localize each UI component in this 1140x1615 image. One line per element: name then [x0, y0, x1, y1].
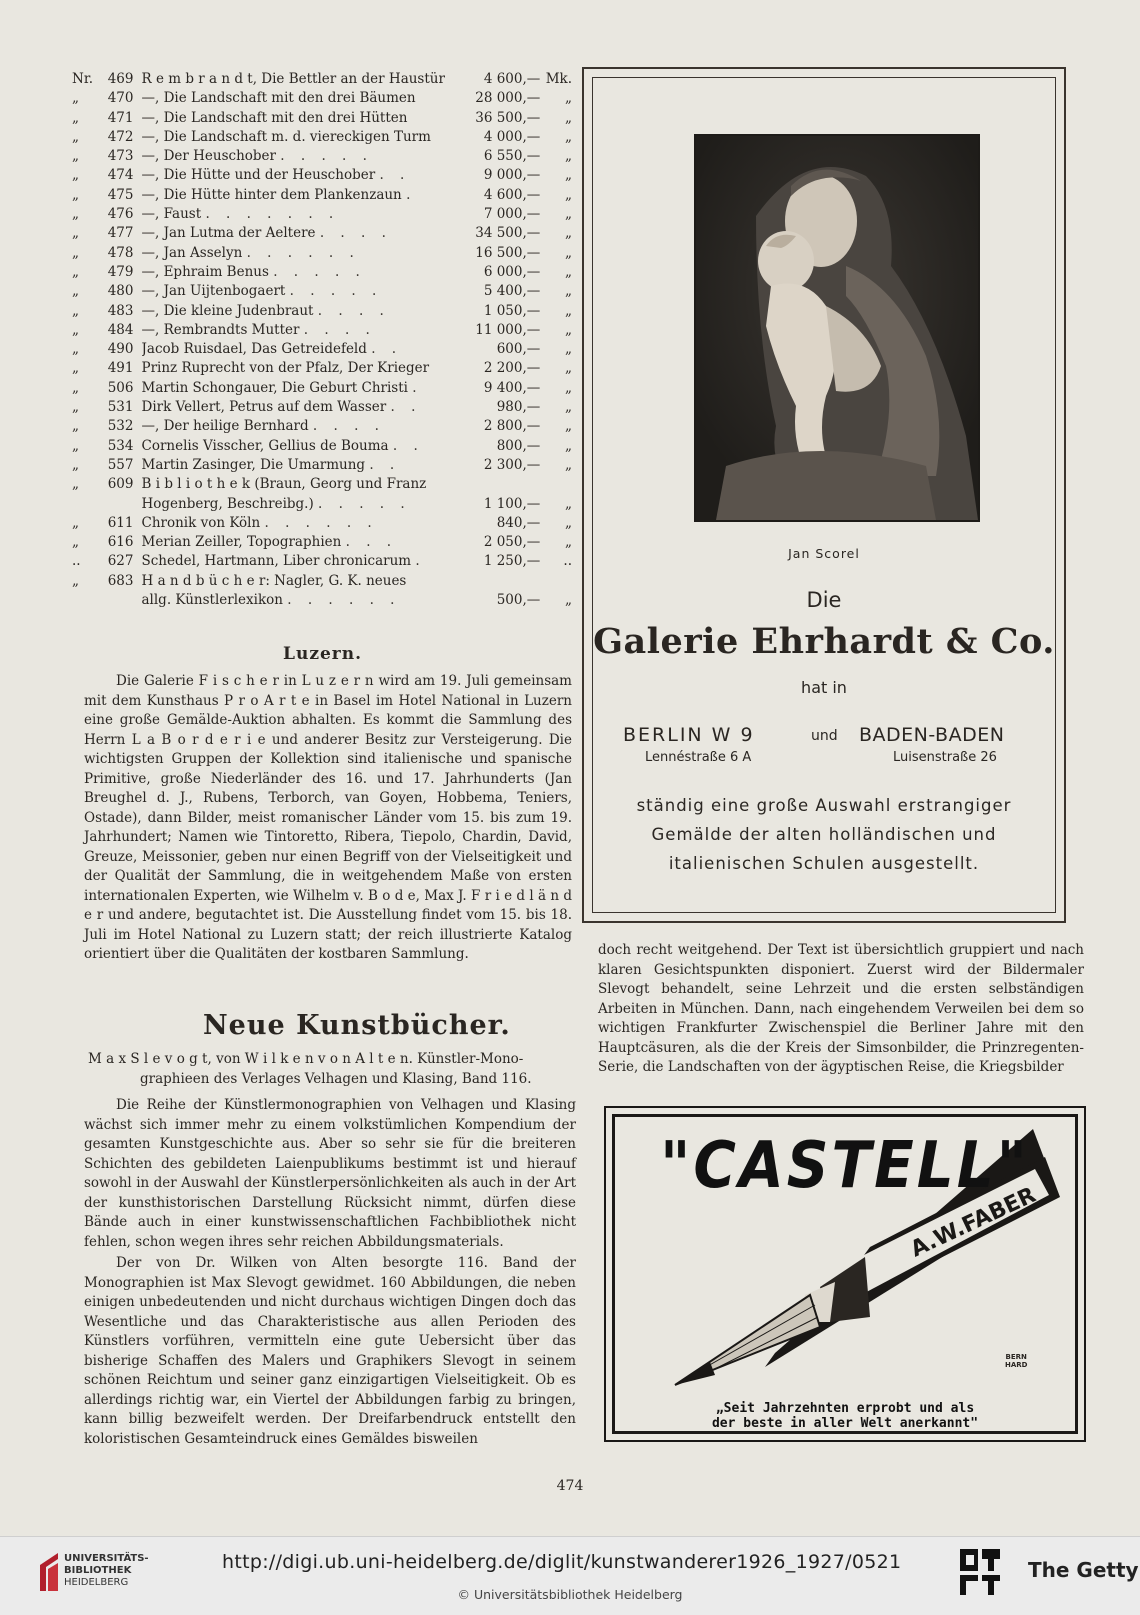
- lot-title-text: Chronik von Köln: [141, 514, 261, 531]
- lot-title-text: Merian Zeiller, Topographien: [141, 534, 342, 551]
- lot-prefix: „: [72, 302, 79, 319]
- lot-title-text: Dirk Vellert, Petrus auf dem Wasser: [141, 399, 387, 416]
- lot-number: 471: [107, 109, 134, 126]
- lot-title: [142, 456, 453, 475]
- lot-title: [142, 109, 453, 128]
- lot-title: [142, 186, 453, 205]
- lot-prefix: „: [72, 437, 79, 454]
- price-list-row: [72, 263, 572, 282]
- lot-number: 473: [107, 148, 134, 165]
- footer-bar: [0, 1536, 1140, 1615]
- lot-title-text: —, Rembrandts Mutter: [141, 321, 300, 338]
- lot-price: 11 000,—: [475, 321, 541, 338]
- lot-title: [142, 437, 453, 456]
- lot-title: [142, 359, 453, 378]
- lot-price: 34 500,—: [475, 225, 541, 242]
- price-list-row: [72, 186, 572, 205]
- price-list-row: [72, 456, 572, 475]
- lot-title-text: —, Der Heuschober: [141, 148, 276, 165]
- castell-slogan: [625, 1401, 1065, 1431]
- lot-leader-dots: . . . . .: [289, 283, 383, 300]
- lot-price: 4 600,—: [483, 186, 541, 203]
- gallery-und: und: [811, 728, 838, 744]
- lot-price: 4 600,—: [483, 71, 541, 87]
- lot-price: 980,—: [496, 399, 541, 416]
- lot-prefix: „: [72, 109, 79, 126]
- lot-number: 483: [107, 302, 134, 319]
- price-list-row: [72, 244, 572, 263]
- lot-leader-dots: . . . . . .: [287, 592, 401, 609]
- lot-leader-dots: . . . . . . .: [205, 206, 340, 223]
- lot-prefix: [72, 495, 104, 514]
- lot-number: 609: [107, 476, 134, 493]
- lot-title-text: —, Jan Lutma der Aeltere: [141, 225, 316, 242]
- lot-prefix: „: [72, 379, 79, 396]
- price-list-row: [72, 205, 572, 224]
- lot-title: [142, 166, 453, 185]
- lot-price: 840,—: [496, 514, 541, 531]
- price-list-row: [72, 340, 572, 359]
- lot-prefix: „: [72, 418, 79, 435]
- price-list-row: [72, 437, 572, 456]
- lot-price: 2 050,—: [483, 534, 541, 551]
- price-list-row: [72, 70, 572, 89]
- lot-prefix: „: [72, 148, 79, 165]
- lot-price: 6 000,—: [483, 263, 541, 280]
- lot-prefix: „: [72, 456, 79, 473]
- lot-number: 534: [107, 437, 134, 454]
- lot-prefix: „: [72, 167, 79, 184]
- lot-prefix: „: [72, 263, 79, 280]
- price-list-row: [72, 475, 572, 494]
- lot-number: 506: [107, 379, 134, 396]
- price-list-row: [72, 417, 572, 436]
- gallery-advertisement: [582, 67, 1066, 923]
- luzern-heading: Luzern.: [283, 644, 363, 664]
- lot-number: 532: [107, 418, 134, 435]
- price-list-row: [72, 591, 572, 610]
- lot-leader-dots: .: [412, 379, 423, 396]
- lot-title: [142, 533, 453, 552]
- gallery-ad-line-1: ständig eine große Auswahl erstrangiger: [636, 796, 1012, 815]
- castell-advertisement: [604, 1106, 1086, 1442]
- lot-leader-dots: . . . . . .: [246, 244, 360, 261]
- lot-price: 2 800,—: [483, 418, 541, 435]
- price-list-row: [72, 166, 572, 185]
- gallery-ad-line-2: Gemälde der alten holländischen und: [651, 825, 997, 844]
- lot-number: 480: [107, 283, 134, 300]
- lot-prefix: „: [72, 572, 79, 589]
- lot-price: 9 400,—: [483, 379, 541, 396]
- lot-unit: „: [565, 148, 572, 165]
- castell-slogan-line1: „Seit Jahrzehnten erprobt und als: [715, 1401, 975, 1416]
- price-list-row: [72, 398, 572, 417]
- lot-number: 557: [107, 456, 134, 473]
- painting-caption: Jan Scorel: [788, 546, 860, 561]
- lot-prefix: „: [72, 186, 79, 203]
- book-reference-line2: graphieen des Verlages Velhagen und Klasing, Band 116.: [140, 1071, 532, 1087]
- lot-title-text: H a n d b ü c h e r: Nagler, G. K. neues: [141, 572, 407, 589]
- lot-unit: „: [565, 109, 572, 126]
- pencil-brand-text: A.W.FABER: [906, 1182, 1040, 1263]
- lot-price: 9 000,—: [483, 167, 541, 184]
- lot-title-text: Martin Schongauer, Die Geburt Christi: [141, 379, 408, 396]
- price-list-row: [72, 147, 572, 166]
- lot-number: 531: [107, 399, 134, 416]
- books-review: [84, 1096, 576, 1449]
- lot-prefix: „: [72, 283, 79, 300]
- lot-price: 2 200,—: [483, 360, 541, 377]
- lot-leader-dots: . .: [371, 341, 403, 358]
- lot-prefix: „: [72, 476, 79, 493]
- lot-title-text: Martin Zasinger, Die Umarmung: [141, 456, 366, 473]
- lot-number: 470: [107, 90, 134, 107]
- price-list-row: [72, 359, 572, 378]
- artist-signature: [1005, 1353, 1027, 1369]
- lot-title-text: Cornelis Visscher, Gellius de Bouma: [141, 437, 389, 454]
- lot-title-text: —, Die kleine Judenbraut: [141, 302, 314, 319]
- lot-price: 7 000,—: [483, 206, 541, 223]
- lot-unit: „: [565, 186, 572, 203]
- madonna-painting-image: [694, 134, 980, 522]
- lot-unit: „: [565, 206, 572, 223]
- lot-leader-dots: . .: [390, 399, 422, 416]
- lot-title: [142, 263, 453, 282]
- lot-leader-dots: . . . .: [312, 418, 385, 435]
- luzern-article: [84, 672, 572, 965]
- lot-unit: „: [565, 495, 572, 512]
- castell-slogan-line2: der beste in aller Welt anerkannt": [711, 1416, 979, 1431]
- artist-signature-line2: HARD: [1005, 1361, 1028, 1369]
- lot-unit: „: [565, 379, 572, 396]
- gallery-ad-hat-in: hat in: [801, 678, 847, 697]
- price-list-row: [72, 321, 572, 340]
- lot-prefix: „: [72, 399, 79, 416]
- lot-unit: [540, 475, 572, 494]
- lot-leader-dots: . .: [369, 456, 401, 473]
- lot-number: 474: [107, 167, 134, 184]
- lot-title: [142, 552, 453, 571]
- madonna-painting-svg: [696, 136, 978, 520]
- university-library-name: [64, 1553, 149, 1589]
- price-list-row: [72, 224, 572, 243]
- lot-price: 4 000,—: [483, 128, 541, 145]
- books-heading: Neue Kunstbücher.: [203, 1010, 511, 1041]
- lot-number: 627: [107, 553, 134, 570]
- lot-number: 478: [107, 244, 134, 261]
- lot-leader-dots: .: [415, 553, 426, 570]
- lot-leader-dots: . . .: [345, 534, 398, 551]
- lot-title: [142, 591, 453, 610]
- lot-unit: „: [565, 399, 572, 416]
- lot-price: 28 000,—: [475, 90, 541, 107]
- lot-leader-dots: . . . . . .: [264, 514, 378, 531]
- lot-prefix: Nr.: [72, 71, 94, 87]
- lot-number: 475: [107, 186, 134, 203]
- lot-title: [142, 572, 453, 591]
- price-list-row: [72, 572, 572, 591]
- lot-prefix: „: [72, 128, 79, 145]
- lot-title: [142, 147, 453, 166]
- lot-unit: „: [565, 514, 572, 531]
- lot-title-text: R e m b r a n d t, Die Bettler an der Haustür: [141, 71, 445, 87]
- price-list-row: [72, 89, 572, 108]
- lot-unit: „: [565, 225, 572, 242]
- lot-price: 1 250,—: [483, 553, 541, 570]
- lot-price: 500,—: [496, 592, 541, 609]
- lot-price: 16 500,—: [475, 244, 541, 261]
- gallery-ad-die: Die: [806, 588, 842, 612]
- gallery-name: Galerie Ehrhardt & Co.: [593, 621, 1055, 662]
- lot-title-text: Hogenberg, Beschreibg.): [141, 495, 314, 512]
- lot-unit: „: [565, 341, 572, 358]
- lot-title: [142, 70, 453, 89]
- copyright-notice: © Universitätsbibliothek Heidelberg: [457, 1587, 683, 1602]
- lot-price: [453, 572, 540, 591]
- lot-title-text: —, Faust: [141, 206, 202, 223]
- lot-title-text: Prinz Ruprecht von der Pfalz, Der Krieger: [141, 360, 430, 377]
- lot-title-text: —, Die Hütte und der Heuschober: [141, 167, 376, 184]
- lot-leader-dots: . . . .: [303, 321, 376, 338]
- price-list-row: [72, 552, 572, 571]
- lot-prefix: „: [72, 341, 79, 358]
- lot-unit: „: [565, 360, 572, 377]
- lot-unit: „: [565, 437, 572, 454]
- lot-unit: „: [565, 244, 572, 261]
- lot-title-text: Schedel, Hartmann, Liber chronicarum: [141, 553, 412, 570]
- lot-price: 1 050,—: [483, 302, 541, 319]
- lot-title-text: —, Jan Uijtenbogaert: [141, 283, 286, 300]
- lot-unit: Mk.: [545, 71, 572, 87]
- library-name-line1: UNIVERSITÄTS-: [64, 1553, 149, 1564]
- lot-price: 2 300,—: [483, 456, 541, 473]
- lot-prefix: „: [72, 514, 79, 531]
- lot-prefix: „: [72, 206, 79, 223]
- lot-price: 5 400,—: [483, 283, 541, 300]
- lot-prefix: „: [72, 225, 79, 242]
- lot-unit: „: [565, 592, 572, 609]
- lot-prefix: „: [72, 321, 79, 338]
- lot-unit: „: [565, 90, 572, 107]
- lot-leader-dots: . . . .: [317, 302, 390, 319]
- lot-leader-dots: . .: [379, 167, 411, 184]
- lot-title-text: —, Die Landschaft mit den drei Bäumen: [141, 90, 416, 107]
- lot-title-text: —, Jan Asselyn: [141, 244, 243, 261]
- castell-ad-inner-border: [612, 1114, 1078, 1434]
- gallery-ad-text: [593, 791, 1055, 878]
- lot-number: [104, 495, 142, 514]
- lot-title: [142, 379, 453, 398]
- library-name-line3: HEIDELBERG: [64, 1577, 129, 1588]
- lot-title: [142, 321, 453, 340]
- lot-leader-dots: . . . . .: [273, 263, 366, 280]
- getty-logo-icon: [958, 1547, 1002, 1597]
- gallery-city-baden: BADEN-BADEN: [859, 724, 1005, 746]
- lot-title: [142, 244, 453, 263]
- price-list-row: [72, 379, 572, 398]
- castell-title: "CASTELL": [660, 1127, 1030, 1203]
- lot-prefix: ..: [72, 553, 81, 570]
- book-reference-line1: M a x S l e v o g t, von W i l k e n v o n A l t e n. Künstler-Mono-: [88, 1051, 524, 1067]
- lot-title: [142, 495, 453, 514]
- lot-leader-dots: . . . . .: [318, 495, 411, 512]
- lot-title: [142, 475, 453, 494]
- lot-price: 600,—: [496, 341, 541, 358]
- lot-leader-dots: . . . . .: [280, 148, 373, 165]
- lot-prefix: „: [72, 244, 79, 261]
- lot-title: [142, 302, 453, 321]
- lot-title: [142, 128, 453, 147]
- artist-signature-line1: BERN: [1005, 1353, 1027, 1361]
- book-reference: [88, 1049, 574, 1089]
- lot-unit: „: [565, 128, 572, 145]
- document-url-link[interactable]: http://digi.ub.uni-heidelberg.de/diglit/kunstwanderer1926_1927/0521: [222, 1551, 902, 1573]
- luzern-paragraph: Die Galerie F i s c h e r in L u z e r n wird am 19. Juli gemeinsam mit dem Kunsthaus P r o A r t e in Basel im Hotel National in Luzern eine große Gemälde-Auktion abhalten. Es kommt die Sammlung des Herrn L a B o r d e r i e und anderer Besitz zur Versteigerung. Die wichtigsten Gruppen der Kollektion sind italienische und spanische Primitive, große Niederländer des 16. und 17. Jahrhunderts (Jan Breughel d. J., Rubens, Terborch, van Goyen, Hobbema, Teniers, Ostade), dann Bilder, meist romanischer Länder vom 15. bis zum 19. Jahrhundert; Namen wie Tintoretto, Ribera, Tiepolo, Chardin, David, Greuze, Meissonier, geben nur einen Begriff von der Vielseitigkeit und der Qualität der Sammlung, die in weitgehendem Maße von ersten internationalen Experten, wie Wilhelm v. B o d e, Max J. F r i e d l ä n d e r und andere, begutachtet ist. Die Ausstellung findet vom 15. bis 18. Juli im Hotel National zu Luzern statt; der reich illustrierte Katalog orientiert über die Qualitäten der kostbaren Sammlung.: [84, 673, 572, 962]
- page-number: 474: [556, 1478, 584, 1494]
- lot-title-text: Jacob Ruisdael, Das Getreidefeld: [141, 341, 367, 358]
- lot-unit: „: [565, 167, 572, 184]
- lot-price: 36 500,—: [475, 109, 541, 126]
- lot-number: [104, 591, 142, 610]
- lot-leader-dots: . . . .: [319, 225, 392, 242]
- books-paragraph-3: doch recht weitgehend. Der Text ist übersichtlich gruppiert und nach klaren Gesichtspunkten disponiert. Zuerst wird der Bildermaler Slevogt behandelt, seine Lehrzeit und die ersten selbständigen Arbeiten in München. Dann, nach eingehendem Verweilen bei dem so wichtigen Frankfurter Zwischenspiel die Berliner Jahre mit den Hauptcäsuren, als die der Kreis der Simsonbilder, die Prinzregenten-Serie, die Landschaften von der ägyptischen Reise, die Kriegsbilder: [598, 942, 1084, 1075]
- getty-name: The Getty: [1028, 1558, 1139, 1582]
- lot-title-text: allg. Künstlerlexikon: [141, 592, 283, 609]
- lot-number: 490: [107, 341, 134, 358]
- lot-number: 611: [107, 514, 134, 531]
- lot-unit: „: [565, 263, 572, 280]
- lot-number: 479: [107, 263, 134, 280]
- lot-title-text: —, Die Landschaft m. d. viereckigen Turm: [141, 128, 431, 145]
- lot-title-text: —, Die Landschaft mit den drei Hütten: [141, 109, 408, 126]
- lot-title: [142, 224, 453, 243]
- lot-price: [453, 475, 540, 494]
- lot-unit: „: [565, 456, 572, 473]
- lot-title: [142, 514, 453, 533]
- lot-unit: „: [565, 534, 572, 551]
- lot-unit: „: [565, 321, 572, 338]
- lot-number: 683: [107, 572, 134, 589]
- lot-number: 469: [107, 71, 134, 87]
- books-paragraph-1: Die Reihe der Künstlermonographien von Velhagen und Klasing wächst sich immer mehr zu einem volkstümlichen Kompendium der gesamten Kunstgeschichte aus. Aber so sehr sie für die breiteren Schichten des gebildeten Laienpublikums bestimmt ist und hierauf sowohl in der Auswahl der Künstlerpersönlichkeiten als auch in der Art der kunsthistorischen Darstellung Rücksicht nimmt, dürfen diese Bände auch in einer kunstwissenschaftlichen Fachbibliothek nicht fehlen, schon wegen ihres sehr reichen Abbildungsmaterials.: [84, 1097, 576, 1250]
- lot-title-text: —, Die Hütte hinter dem Plankenzaun: [141, 186, 402, 203]
- gallery-city-berlin: BERLIN W 9: [623, 724, 755, 746]
- university-library-logo-icon: [40, 1553, 58, 1591]
- lot-leader-dots: .: [406, 186, 417, 203]
- lot-prefix: „: [72, 90, 79, 107]
- gallery-street-baden: Luisenstraße 26: [893, 750, 997, 765]
- lot-prefix: „: [72, 534, 79, 551]
- lot-unit: ..: [563, 553, 572, 570]
- lot-title: [142, 340, 453, 359]
- price-list-row: [72, 302, 572, 321]
- library-name-line2: BIBLIOTHEK: [64, 1565, 132, 1576]
- lot-number: 472: [107, 128, 134, 145]
- books-paragraph-2: Der von Dr. Wilken von Alten besorgte 116. Band der Monographien ist Max Slevogt gewidmet. 160 Abbildungen, die neben einigen unbedeutenden und nicht durchaus wichtigen Dingen doch das Wesentliche und das Charakteristische aus allen Perioden des Künstlers vorführen, vermitteln eine gute Uebersicht über das bisherige Schaffen des Malers und Graphikers Slevogt in seinem schönen Reichtum und seiner ganz einzigartigen Vielseitigkeit. Ob es allerdings richtig war, ein Viertel der Abbildungen farbig zu bringen, kann billig bezweifelt werden. Der Dreifarbendruck entstellt den koloristischen Gesamteindruck eines Gemäldes bisweilen: [84, 1255, 576, 1447]
- price-list-row: [72, 109, 572, 128]
- lot-title: [142, 89, 453, 108]
- lot-price: 800,—: [496, 437, 541, 454]
- lot-leader-dots: . .: [392, 437, 424, 454]
- lot-title-text: —, Ephraim Benus: [141, 263, 269, 280]
- lot-prefix: „: [72, 360, 79, 377]
- lot-title: [142, 282, 453, 301]
- books-review-continued: [598, 941, 1084, 1078]
- lot-number: 616: [107, 534, 134, 551]
- lot-unit: „: [565, 418, 572, 435]
- lot-unit: [540, 572, 572, 591]
- lot-unit: „: [565, 302, 572, 319]
- price-list-row: [72, 514, 572, 533]
- price-list: [72, 70, 572, 610]
- price-list-row: [72, 128, 572, 147]
- price-list-row: [72, 282, 572, 301]
- price-list-row: [72, 533, 572, 552]
- lot-number: 477: [107, 225, 134, 242]
- gallery-ad-line-3: italienischen Schulen ausgestellt.: [668, 854, 980, 873]
- gallery-street-berlin: Lennéstraße 6 A: [645, 750, 752, 765]
- price-list-row: [72, 495, 572, 514]
- lot-title: [142, 205, 453, 224]
- lot-title: [142, 398, 453, 417]
- lot-prefix: [72, 591, 104, 610]
- gallery-ad-inner-border: [592, 77, 1056, 913]
- lot-number: 476: [107, 206, 134, 223]
- lot-unit: „: [565, 283, 572, 300]
- lot-price: 1 100,—: [483, 495, 541, 512]
- lot-number: 491: [107, 360, 134, 377]
- lot-number: 484: [107, 321, 134, 338]
- lot-title: [142, 417, 453, 436]
- lot-title-text: —, Der heilige Bernhard: [141, 418, 309, 435]
- lot-title-text: B i b l i o t h e k (Braun, Georg und Franz: [141, 476, 427, 493]
- lot-price: 6 550,—: [483, 148, 541, 165]
